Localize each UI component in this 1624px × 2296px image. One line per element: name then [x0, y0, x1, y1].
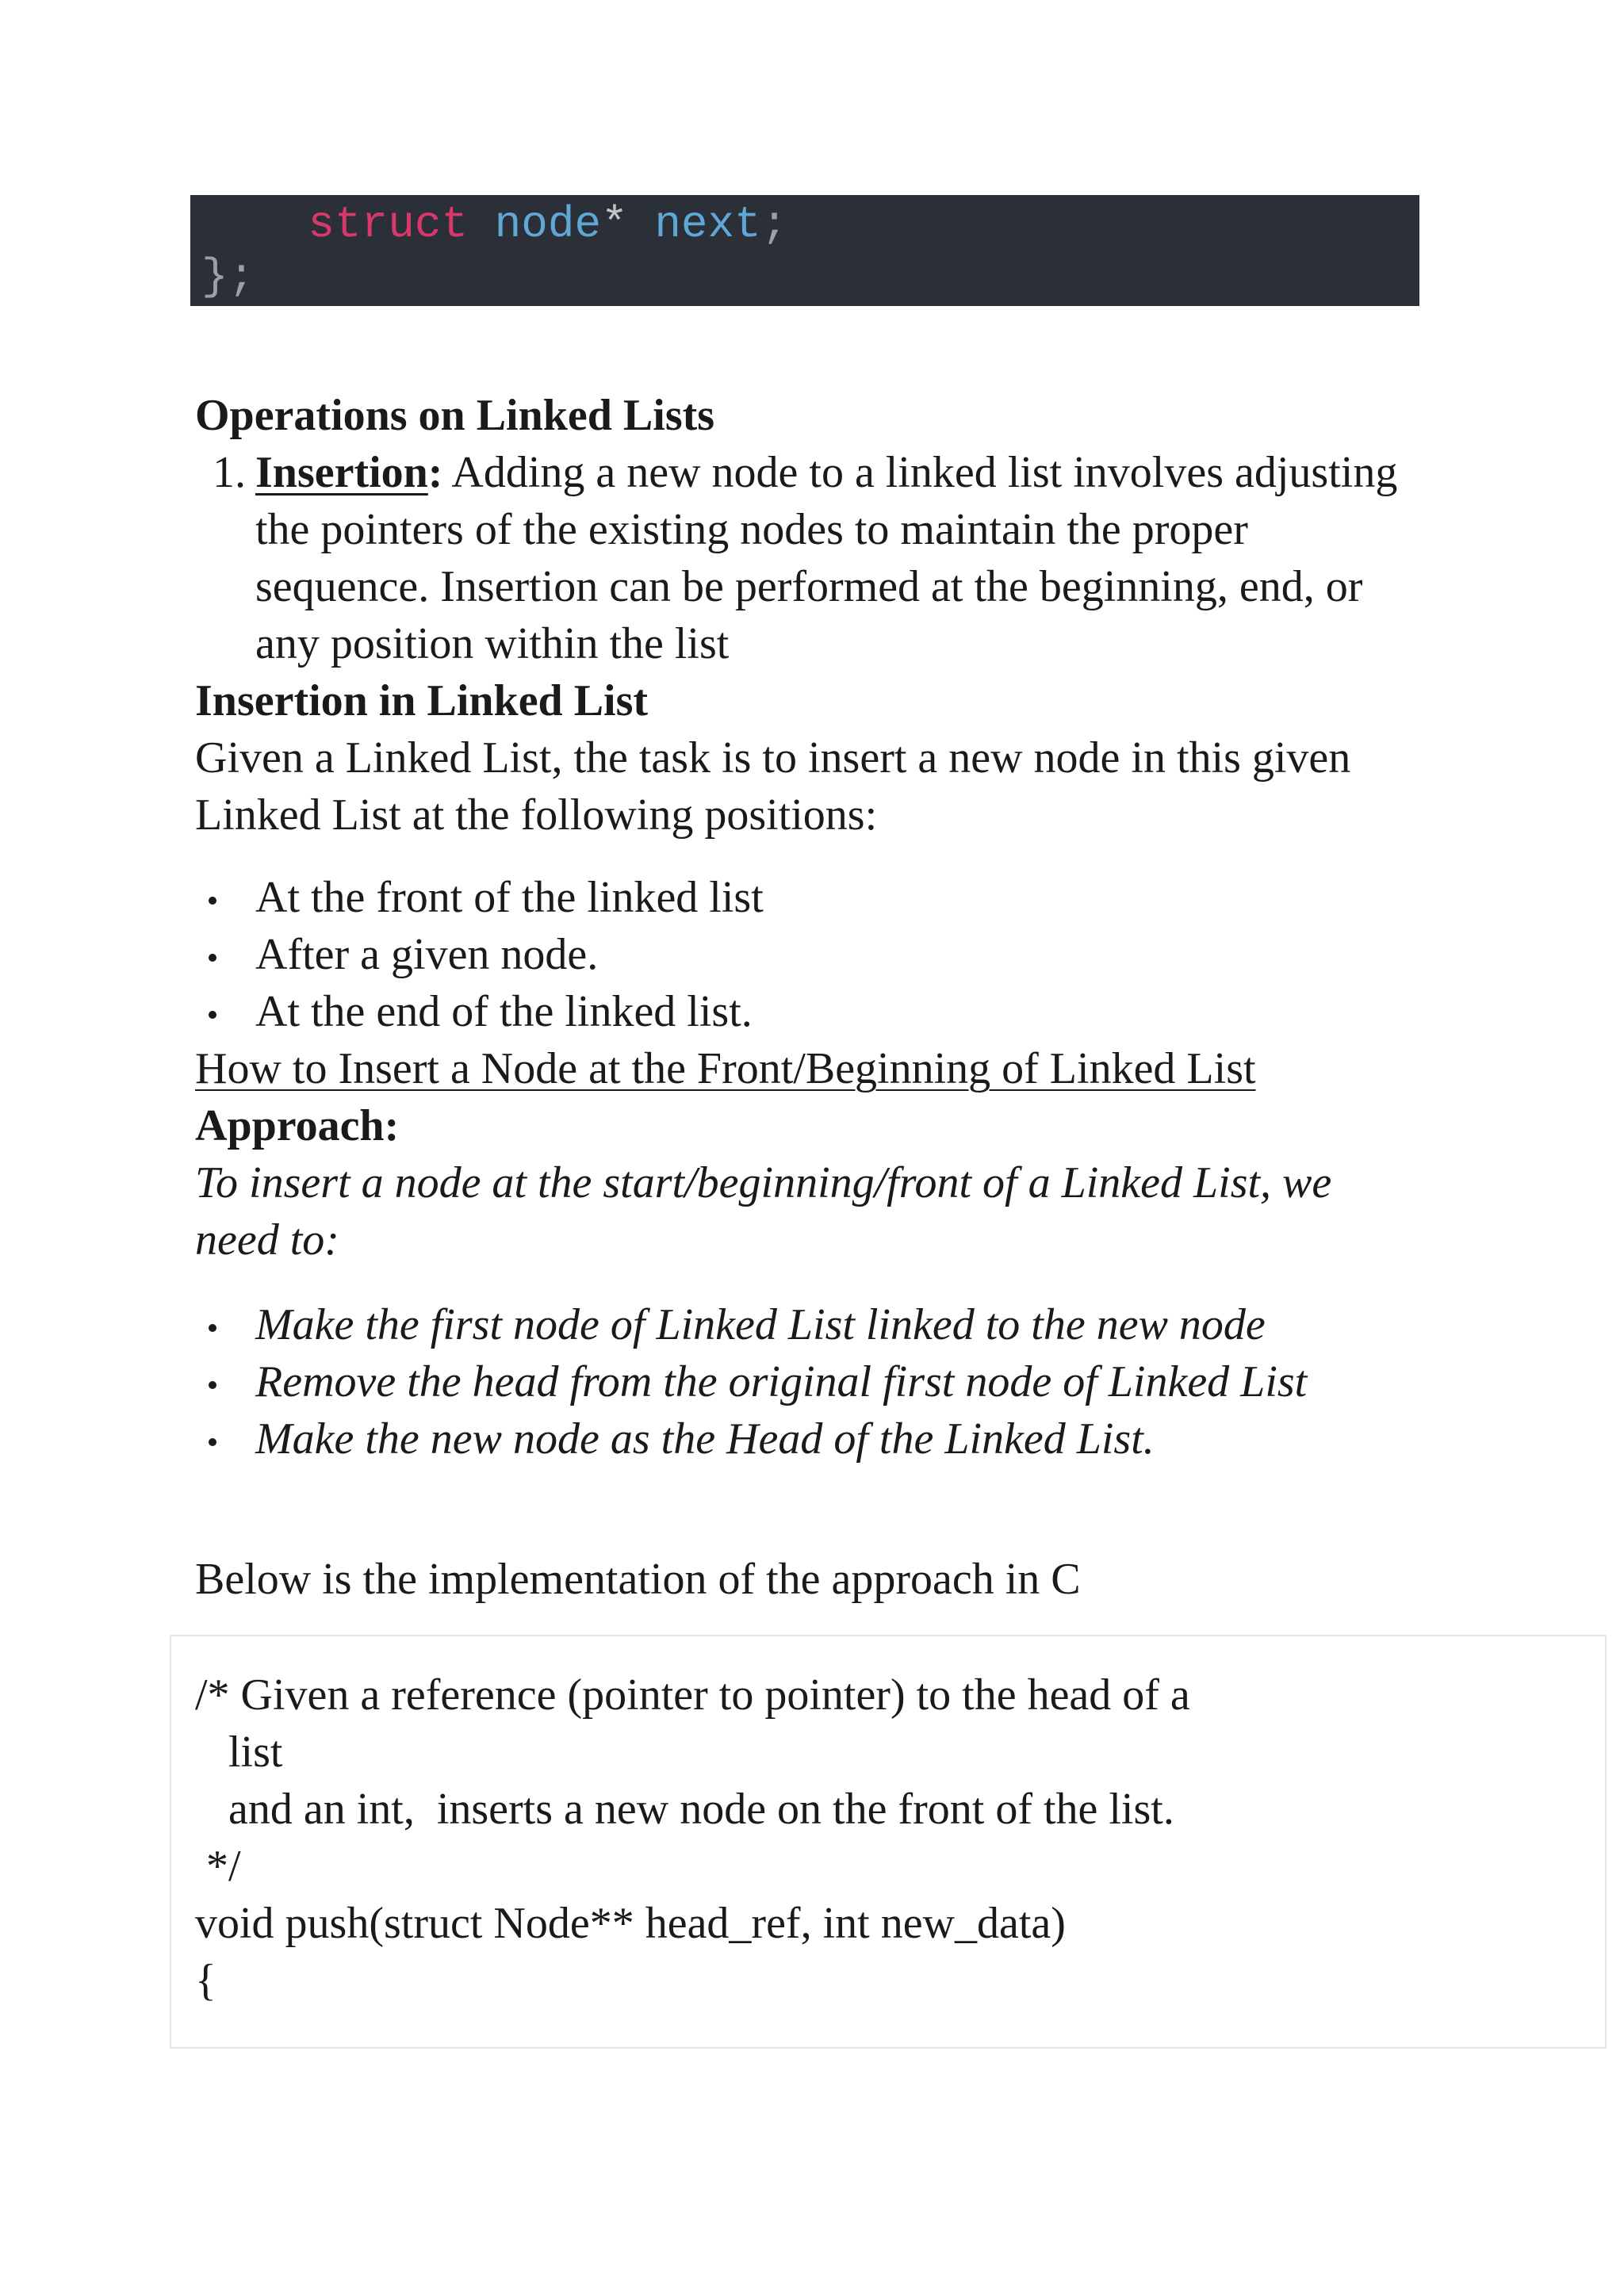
code-line: */: [195, 1842, 241, 1891]
list-item: At the end of the linked list.: [255, 987, 753, 1036]
bullet-icon: [209, 1438, 216, 1446]
subheading: Insertion in Linked List: [195, 676, 649, 725]
bullet-icon: [209, 897, 216, 905]
code-line: void push(struct Node** head_ref, int new_data): [195, 1899, 1066, 1948]
term-insertion: Insertion: [255, 448, 428, 497]
code-line: [201, 198, 787, 251]
list-item: Remove the head from the original first node of Linked List: [255, 1357, 1308, 1406]
paragraph-line: Below is the implementation of the approach in C: [195, 1555, 1081, 1604]
code-punctuation: ;: [760, 199, 788, 250]
bullet-icon: [209, 1324, 216, 1332]
code-line: {: [195, 1956, 216, 2005]
list-text: sequence. Insertion can be performed at the beginning, end, or: [255, 562, 1363, 611]
paragraph-line: To insert a node at the start/beginning/front of a Linked List, we: [195, 1158, 1332, 1207]
list-text: Adding a new node to a linked list involves adjusting: [451, 448, 1398, 497]
code-line: and an int, inserts a new node on the front of the list.: [195, 1785, 1174, 1834]
term-colon: :: [427, 448, 443, 497]
list-item: Make the first node of Linked List linked to the new node: [255, 1300, 1266, 1349]
link-insert-front[interactable]: How to Insert a Node at the Front/Beginning of Linked List: [195, 1044, 1256, 1093]
code-block-struct: [190, 195, 1419, 306]
list-item-insertion: [255, 444, 1397, 501]
approach-heading: Approach:: [195, 1101, 400, 1150]
paragraph-line: need to:: [195, 1215, 339, 1265]
paragraph-line: Linked List at the following positions:: [195, 790, 878, 840]
section-heading: Operations on Linked Lists: [195, 391, 715, 440]
list-item: At the front of the linked list: [255, 873, 764, 922]
bullet-icon: [209, 1011, 216, 1019]
code-line: /* Given a reference (pointer to pointer) to the head of a: [195, 1670, 1190, 1720]
bullet-icon: [209, 1381, 216, 1389]
list-number: 1.: [213, 448, 246, 497]
code-identifier: next: [654, 199, 761, 250]
list-text: the pointers of the existing nodes to maintain the proper: [255, 505, 1248, 554]
list-item: After a given node.: [255, 930, 599, 979]
list-text: any position within the list: [255, 619, 730, 668]
code-closing-brace: };: [201, 251, 255, 302]
list-item: Make the new node as the Head of the Linked List.: [255, 1414, 1155, 1464]
bullet-icon: [209, 954, 216, 962]
code-keyword: struct: [308, 199, 469, 250]
code-type: node: [494, 199, 602, 250]
paragraph-line: Given a Linked List, the task is to insert a new node in this given: [195, 733, 1351, 783]
code-line: list: [195, 1728, 283, 1777]
code-operator: *: [601, 199, 628, 250]
